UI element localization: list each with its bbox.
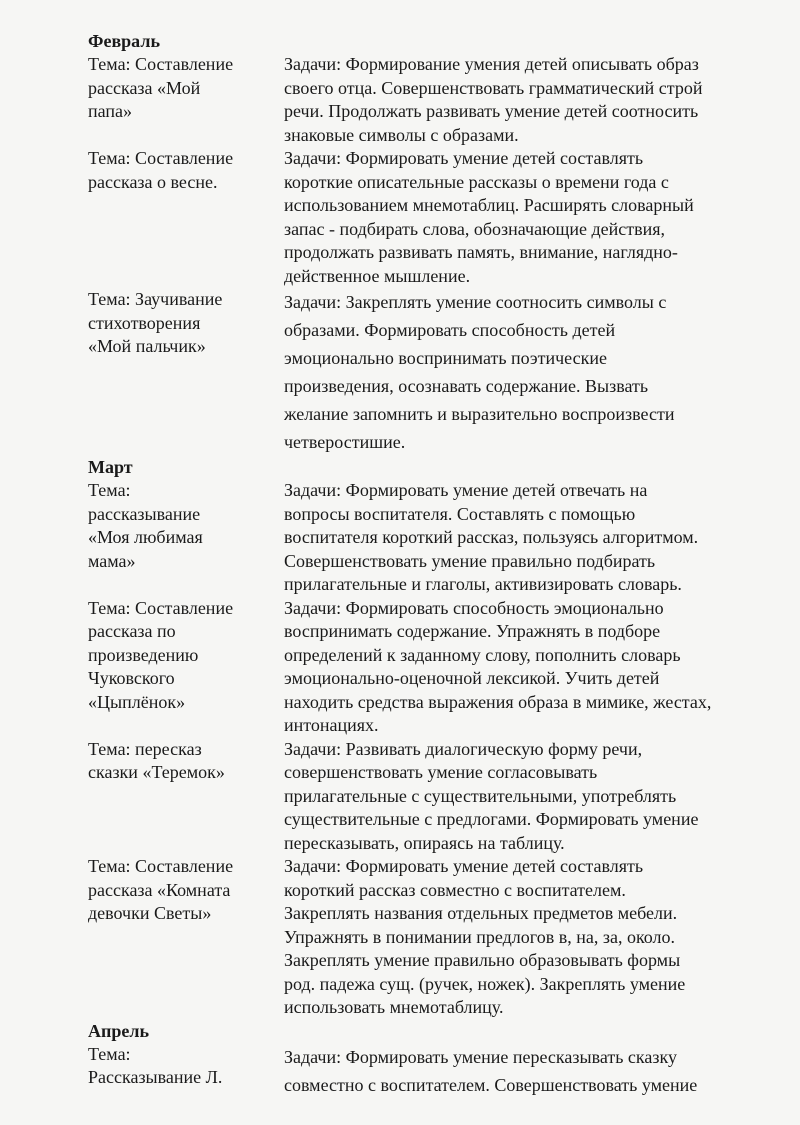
lesson-row xyxy=(88,1043,768,1099)
lesson-tasks: Задачи: Формирование умения детей описывать образ своего отца. Совершенствовать грамматический строй речи. Продолжать развивать умение детей соотносить знаковые символы с образами. xyxy=(284,54,703,145)
lesson-tasks: Задачи: Формировать умение детей составлять короткие описательные рассказы о времени года с использованием мнемотаблиц. Расширять словарный запас - подбирать слова, обозначающие действия, продолжать развивать память, внимание, наглядно- действенное мышление. xyxy=(284,148,694,286)
lesson-tasks: Задачи: Формировать умение детей отвечать на вопросы воспитателя. Составлять с помощью воспитателя короткий рассказ, пользуясь алгоритмом. Совершенствовать умение правильно подбирать прилагательные и глаголы, активизировать словарь. xyxy=(284,480,699,594)
lesson-tasks: Задачи: Формировать умение детей составлять короткий рассказ совместно с воспитателем. Закреплять названия отдельных предметов мебели. Упражнять в понимании предлогов в, на, за, около. Закреплять умение правильно образовывать формы род. падежа сущ. (ручек, ножек). Закреплять умение использовать мнемотаблицу. xyxy=(284,856,686,1017)
lesson-topic: Тема: Составление рассказа «Мой папа» xyxy=(88,54,234,121)
lesson-topic: Тема: Составление рассказа по произведению Чуковского «Цыплёнок» xyxy=(88,597,234,712)
lesson-tasks: Задачи: Формировать умение пересказывать сказку совместно с воспитателем. Совершенствовать умение xyxy=(284,1046,698,1095)
lesson-row xyxy=(88,479,768,597)
lesson-row xyxy=(88,288,768,456)
lesson-row xyxy=(88,597,768,738)
lesson-topic: Тема: пересказ сказки «Теремок» xyxy=(88,738,225,782)
lesson-topic: Тема: Составление рассказа о весне. xyxy=(88,148,234,192)
month-heading: Апрель xyxy=(88,1020,149,1041)
document-page xyxy=(88,30,768,1099)
lesson-topic: Тема: Заучивание стихотворения «Мой пальчик» xyxy=(88,289,223,356)
lesson-topic: Тема: Составление рассказа «Комната девочки Светы» xyxy=(88,856,234,923)
lesson-tasks: Задачи: Формировать способность эмоционально воспринимать содержание. Упражнять в подборе определений к заданному слову, пополнить словарь эмоционально-оценочной лексикой. Учить детей находить средства выражения образа в мимике, жестах, интонациях. xyxy=(284,597,712,735)
lesson-row xyxy=(88,855,768,1020)
lesson-topic: Тема: Рассказывание Л. xyxy=(88,1043,223,1087)
lesson-row xyxy=(88,738,768,856)
lesson-tasks: Задачи: Закреплять умение соотносить символы с образами. Формировать способность детей эмоционально воспринимать поэтические произведения, осознавать содержание. Вызвать желание запомнить и выразительно воспроизвести четверостишие. xyxy=(284,292,675,452)
lesson-row xyxy=(88,53,768,147)
lesson-tasks: Задачи: Развивать диалогическую форму речи, совершенствовать умение согласовывать прилагательные с существительными, употреблять существительные с предлогами. Формировать умение пересказывать, опираясь на таблицу. xyxy=(284,738,699,853)
month-heading: Февраль xyxy=(88,31,160,51)
lesson-topic: Тема: рассказывание «Моя любимая мама» xyxy=(88,480,203,571)
lesson-row xyxy=(88,147,768,288)
month-heading: Март xyxy=(88,457,133,477)
